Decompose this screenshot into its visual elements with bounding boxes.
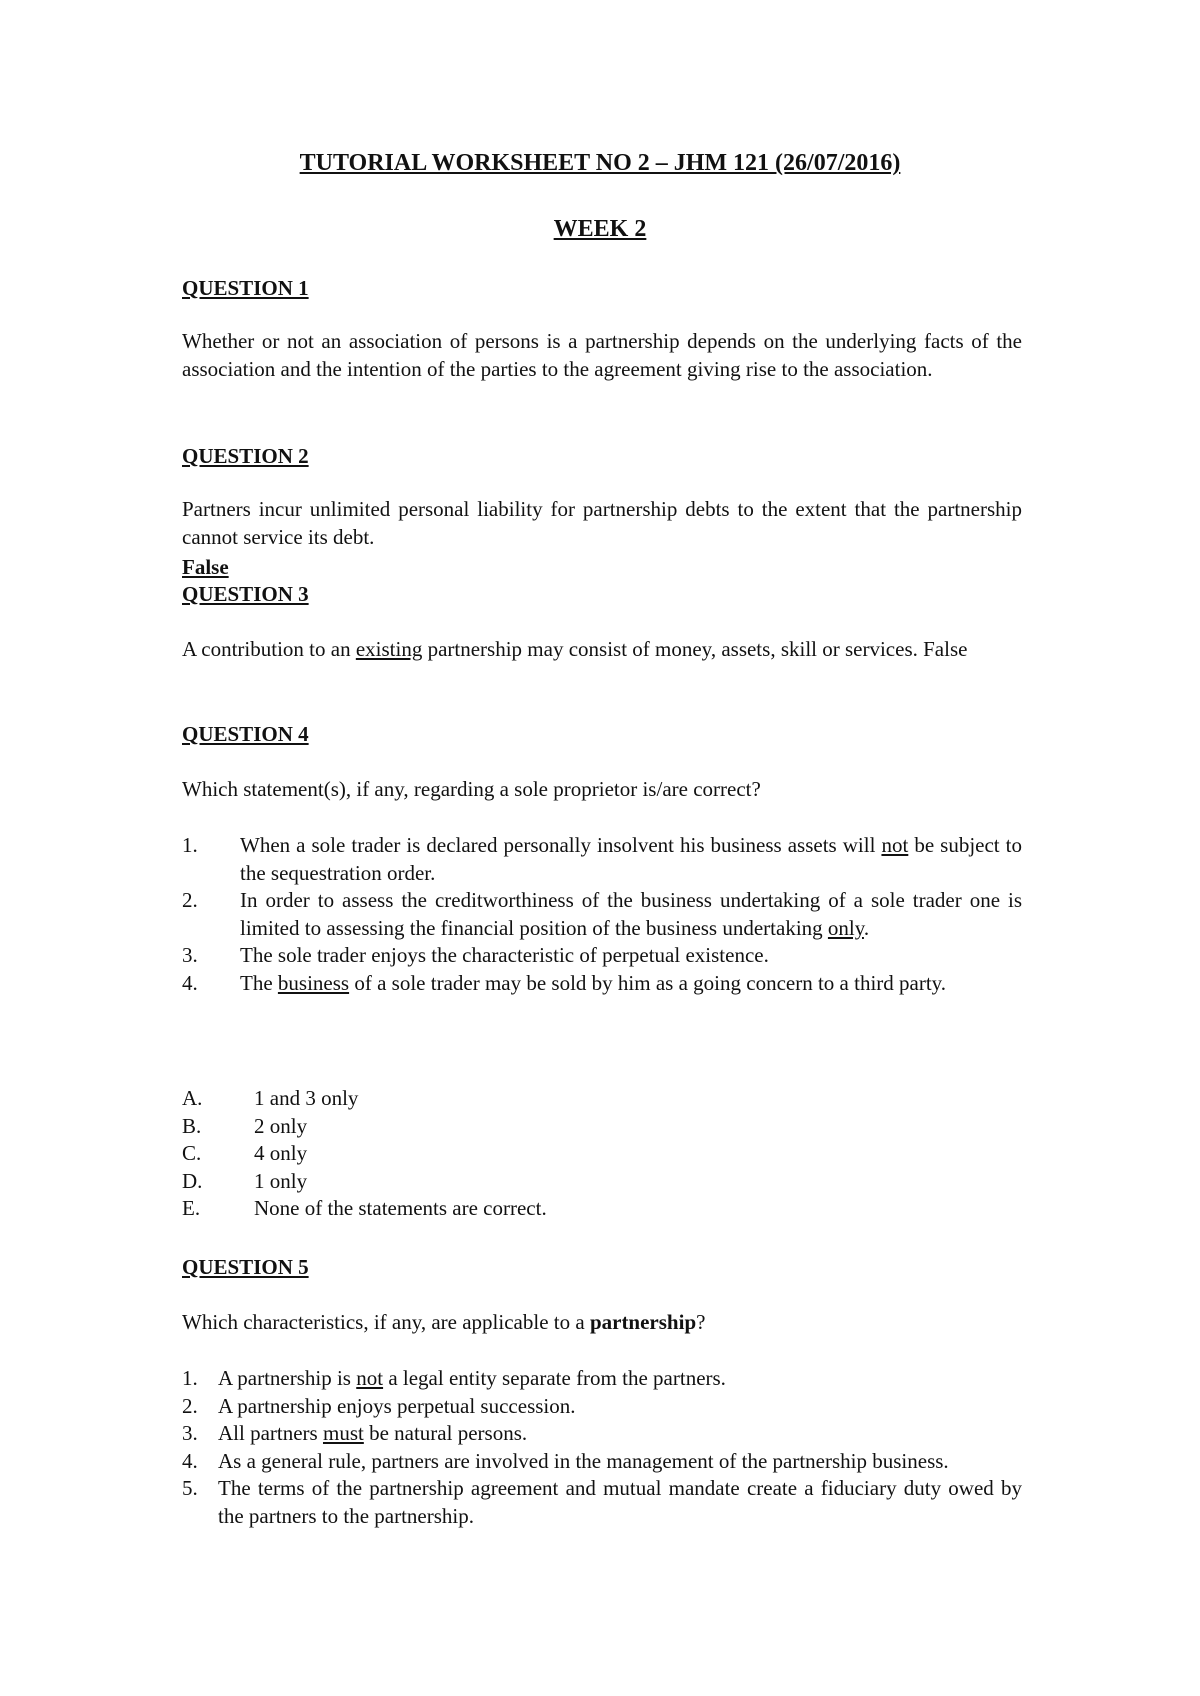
question-4-options: [182, 1085, 1022, 1223]
question-5-heading: QUESTION 5: [182, 1255, 309, 1279]
question-3-text: A contribution to an existing partnership may consist of money, assets, skill or services. False: [182, 637, 968, 661]
list-item: 3. All partners must be natural persons.: [182, 1421, 528, 1445]
question-2-answer: False: [182, 555, 229, 579]
question-2-text: Partners incur unlimited personal liability for partnership debts to the extent that the partnership cannot service its debt.: [182, 497, 1022, 549]
list-item: 4. The business of a sole trader may be sold by him as a going concern to a third party.: [182, 970, 947, 995]
question-1-text: Whether or not an association of persons is a partnership depends on the underlying facts of the association and the intention of the parties to the agreement giving rise to the association.: [182, 329, 1022, 381]
question-4-heading: QUESTION 4: [182, 722, 309, 746]
option-b: B. 2 only: [182, 1113, 308, 1138]
list-item: 2. In order to assess the creditworthiness of the business undertaking of a sole trader one is limited to assessing the financial position of the business undertaking only.: [182, 888, 1022, 940]
worksheet-title: TUTORIAL WORKSHEET NO 2 – JHM 121 (26/07/2016): [299, 150, 901, 176]
list-item: 3. The sole trader enjoys the characteristic of perpetual existence.: [182, 943, 769, 967]
question-4-prompt: Which statement(s), if any, regarding a sole proprietor is/are correct?: [182, 777, 761, 801]
list-item: 4. As a general rule, partners are involved in the management of the partnership business.: [182, 1448, 949, 1473]
option-a: A. 1 and 3 only: [182, 1086, 359, 1110]
option-e: E. None of the statements are correct.: [182, 1196, 547, 1220]
question-2-heading: QUESTION 2: [182, 444, 309, 468]
question-3-heading: QUESTION 3: [182, 582, 309, 606]
list-item: 1. A partnership is not a legal entity separate from the partners.: [182, 1366, 726, 1390]
question-4-statements: [182, 832, 1022, 997]
list-item: 5. The terms of the partnership agreement and mutual mandate create a fiduciary duty owed by the partners to the partnership.: [182, 1476, 1022, 1528]
question-5-statements: [182, 1365, 1022, 1530]
week-heading: WEEK 2: [553, 216, 647, 242]
question-1-heading: QUESTION 1: [182, 276, 309, 300]
emphasis-existing: existing: [355, 637, 423, 661]
option-d: D. 1 only: [182, 1168, 308, 1193]
question-5-prompt: Which characteristics, if any, are applicable to a partnership?: [182, 1310, 706, 1334]
option-c: C. 4 only: [182, 1141, 308, 1165]
list-item: 1. When a sole trader is declared personally insolvent his business assets will not be subject to the sequestration order.: [182, 833, 1023, 885]
list-item: 2. A partnership enjoys perpetual succession.: [182, 1393, 576, 1418]
